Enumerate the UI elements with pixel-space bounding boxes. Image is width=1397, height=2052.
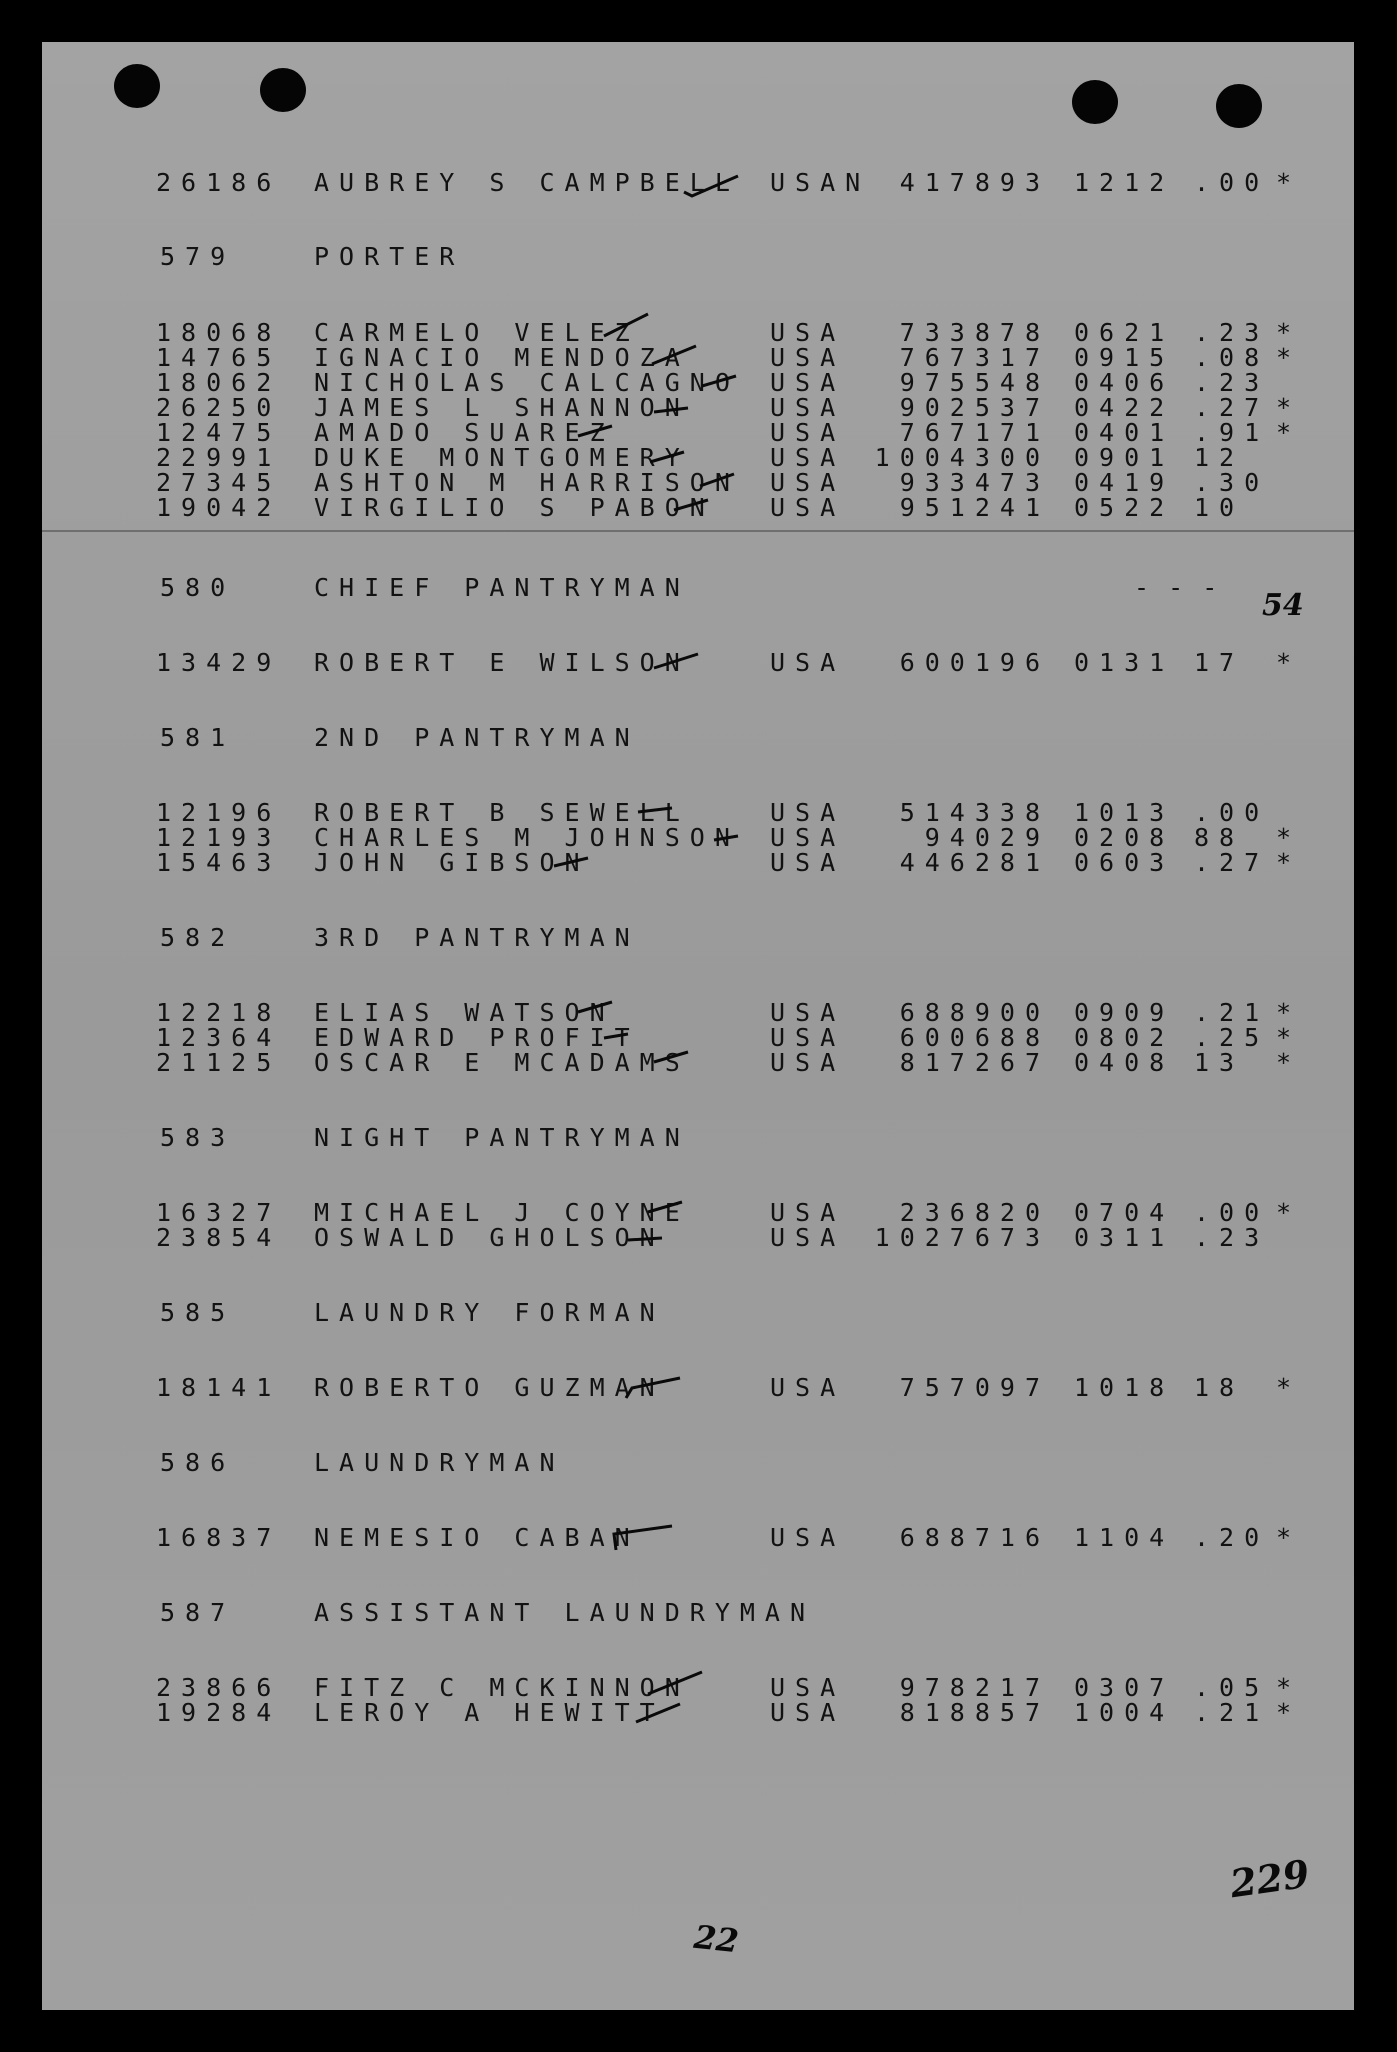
record-nationality: USA: [770, 1198, 846, 1227]
record-row: [42, 1050, 1354, 1076]
check-mark-icon: [576, 996, 616, 1020]
record-date: 0419: [1074, 468, 1175, 497]
record-date: 0901: [1074, 443, 1175, 472]
record-name: EDWARD PROFIT: [314, 1023, 640, 1052]
record-number: 600196: [899, 648, 1050, 677]
record-code: 23866: [156, 1673, 282, 1702]
record-name: ELIAS WATSON: [314, 998, 615, 1027]
check-mark-icon: [608, 1520, 678, 1554]
record-nationality: USA: [770, 1673, 846, 1702]
check-mark-icon: [636, 798, 676, 822]
record-name: IGNACIO MENDOZA: [314, 343, 690, 372]
record-name: ASHTON M HARRISON: [314, 468, 740, 497]
record-rate: .30: [1194, 468, 1270, 497]
record-rate: .23: [1194, 368, 1270, 397]
record-code: 19284: [156, 1698, 282, 1727]
record-number: 902537: [899, 393, 1050, 422]
record-mark: *: [1276, 848, 1302, 877]
record-nationality: USA: [770, 368, 846, 397]
record-nationality: USA: [770, 1523, 846, 1552]
record-mark: *: [1276, 1698, 1302, 1727]
record-number: 514338: [899, 798, 1050, 827]
check-mark-icon: [646, 1668, 706, 1698]
check-mark-icon: [552, 850, 592, 874]
record-name: ROBERTO GUZMAN: [314, 1373, 665, 1402]
record-number: 94029: [924, 823, 1050, 852]
check-mark-icon: [602, 310, 652, 340]
record-code: 18068: [156, 318, 282, 347]
record-number: 688900: [899, 998, 1050, 1027]
record-code: 27345: [156, 468, 282, 497]
record-date: 0522: [1074, 493, 1175, 522]
section-code: 580: [160, 573, 236, 602]
record-row: [42, 1375, 1354, 1401]
record-number: 817267: [899, 1048, 1050, 1077]
record-name: AMADO SUAREZ: [314, 418, 615, 447]
record-mark: *: [1276, 1373, 1302, 1402]
record-mark: *: [1276, 418, 1302, 447]
check-mark-icon: [700, 370, 740, 394]
record-number: 1004300: [874, 443, 1050, 472]
record-rate: .00: [1194, 1198, 1270, 1227]
record-nationality: USA: [770, 798, 846, 827]
record-name: OSCAR E MCADAMS: [314, 1048, 690, 1077]
section-heading: [42, 1300, 1354, 1326]
record-nationality: USA: [770, 1023, 846, 1052]
record-nationality: USA: [770, 393, 846, 422]
record-date: 0603: [1074, 848, 1175, 877]
check-mark-icon: [672, 494, 712, 518]
section-title: LAUNDRY FORMAN: [314, 1298, 665, 1327]
section-title: 3RD PANTRYMAN: [314, 923, 640, 952]
section-heading: [42, 244, 1354, 270]
record-date: 1018: [1074, 1373, 1175, 1402]
scan-line: [42, 530, 1354, 532]
check-mark-icon: [646, 1196, 686, 1220]
dot-leader: - - -: [1134, 573, 1220, 602]
record-code: 12193: [156, 823, 282, 852]
record-date: 1013: [1074, 798, 1175, 827]
section-heading: [42, 1125, 1354, 1151]
punch-hole-left-2: [260, 68, 306, 112]
record-rate: .27: [1194, 848, 1270, 877]
section-title: LAUNDRYMAN: [314, 1448, 565, 1477]
check-mark-icon: [602, 1024, 632, 1048]
record-code: 26186: [156, 168, 282, 197]
check-mark-icon: [576, 420, 616, 444]
record-name: CHARLES M JOHNSON: [314, 823, 740, 852]
record-date: 1104: [1074, 1523, 1175, 1552]
record-date: 0208: [1074, 823, 1175, 852]
record-code: 15463: [156, 848, 282, 877]
record-code: 18141: [156, 1373, 282, 1402]
record-date: 0802: [1074, 1023, 1175, 1052]
record-date: 0311: [1074, 1223, 1175, 1252]
record-mark: *: [1276, 168, 1302, 197]
record-rate: .20: [1194, 1523, 1270, 1552]
record-date: 0704: [1074, 1198, 1175, 1227]
record-nationality: USA: [770, 468, 846, 497]
record-rate: .25: [1194, 1023, 1270, 1052]
record-nationality: USAN: [770, 168, 871, 197]
record-rate: .00: [1194, 798, 1270, 827]
record-row: [42, 1700, 1354, 1726]
record-code: 12364: [156, 1023, 282, 1052]
section-code: 583: [160, 1123, 236, 1152]
record-date: 0401: [1074, 418, 1175, 447]
record-date: 0621: [1074, 318, 1175, 347]
record-code: 12218: [156, 998, 282, 1027]
section-heading: [42, 1450, 1354, 1476]
section-title: ASSISTANT LAUNDRYMAN: [314, 1598, 816, 1627]
record-name: JOHN GIBSON: [314, 848, 590, 877]
record-date: 0307: [1074, 1673, 1175, 1702]
record-rate: .00: [1194, 168, 1270, 197]
record-row: [42, 850, 1354, 876]
record-code: 13429: [156, 648, 282, 677]
handwritten-page-number: 229: [1227, 1850, 1313, 1907]
record-name: MICHAEL J COYNE: [314, 1198, 690, 1227]
record-rate: 18: [1194, 1373, 1245, 1402]
record-rate: .21: [1194, 1698, 1270, 1727]
record-name: VIRGILIO S PABON: [314, 493, 715, 522]
record-mark: *: [1276, 393, 1302, 422]
section-heading: [42, 925, 1354, 951]
record-name: LEROY A HEWITT: [314, 1698, 665, 1727]
section-code: 586: [160, 1448, 236, 1477]
section-title: 2ND PANTRYMAN: [314, 723, 640, 752]
record-mark: *: [1276, 648, 1302, 677]
record-date: 0422: [1074, 393, 1175, 422]
record-nationality: USA: [770, 343, 846, 372]
check-mark-icon: [626, 1226, 666, 1250]
check-mark-icon: [650, 340, 700, 370]
record-number: 767171: [899, 418, 1050, 447]
record-name: NICHOLAS CALCAGNO: [314, 368, 740, 397]
section-heading: [42, 725, 1354, 751]
record-mark: *: [1276, 1198, 1302, 1227]
record-code: 18062: [156, 368, 282, 397]
record-name: FITZ C MCKINNON: [314, 1673, 690, 1702]
record-rate: 12: [1194, 443, 1245, 472]
record-rate: .27: [1194, 393, 1270, 422]
section-heading: [42, 1600, 1354, 1626]
record-date: 1212: [1074, 168, 1175, 197]
record-name: ROBERT B SEWELL: [314, 798, 690, 827]
record-number: 236820: [899, 1198, 1050, 1227]
record-name: NEMESIO CABAN: [314, 1523, 640, 1552]
record-rate: .05: [1194, 1673, 1270, 1702]
handwritten-bottom-number: 22: [692, 1917, 741, 1961]
record-number: 757097: [899, 1373, 1050, 1402]
record-mark: *: [1276, 1023, 1302, 1052]
record-nationality: USA: [770, 1698, 846, 1727]
record-nationality: USA: [770, 648, 846, 677]
record-date: 0131: [1074, 648, 1175, 677]
record-nationality: USA: [770, 848, 846, 877]
record-rate: .23: [1194, 1223, 1270, 1252]
record-nationality: USA: [770, 1373, 846, 1402]
record-number: 688716: [899, 1523, 1050, 1552]
record-code: 26250: [156, 393, 282, 422]
record-number: 600688: [899, 1023, 1050, 1052]
record-rate: .21: [1194, 998, 1270, 1027]
record-mark: *: [1276, 1048, 1302, 1077]
record-date: 1004: [1074, 1698, 1175, 1727]
record-rate: 88: [1194, 823, 1245, 852]
record-name: CARMELO VELEZ: [314, 318, 640, 347]
record-mark: *: [1276, 343, 1302, 372]
record-mark: *: [1276, 1523, 1302, 1552]
document-page: [42, 42, 1354, 2010]
section-title: NIGHT PANTRYMAN: [314, 1123, 690, 1152]
record-code: 16837: [156, 1523, 282, 1552]
handwritten-side-number: 54: [1262, 588, 1304, 623]
check-mark-icon: [698, 470, 738, 494]
section-heading: [42, 575, 1354, 601]
record-rate: .91: [1194, 418, 1270, 447]
record-nationality: USA: [770, 493, 846, 522]
record-name: OSWALD GHOLSON: [314, 1223, 665, 1252]
record-date: 0915: [1074, 343, 1175, 372]
record-number: 933473: [899, 468, 1050, 497]
record-number: 733878: [899, 318, 1050, 347]
record-date: 0408: [1074, 1048, 1175, 1077]
check-mark-icon: [624, 1372, 684, 1402]
record-rate: 17: [1194, 648, 1245, 677]
record-rate: .23: [1194, 318, 1270, 347]
check-mark-icon: [634, 1698, 684, 1726]
record-nationality: USA: [770, 418, 846, 447]
punch-hole-right-2: [1216, 84, 1262, 128]
record-name: AUBREY S CAMPBELL: [314, 168, 740, 197]
record-code: 14765: [156, 343, 282, 372]
record-rate: 10: [1194, 493, 1245, 522]
record-code: 21125: [156, 1048, 282, 1077]
record-mark: *: [1276, 823, 1302, 852]
record-date: 0406: [1074, 368, 1175, 397]
section-title: PORTER: [314, 242, 465, 271]
record-code: 19042: [156, 493, 282, 522]
record-mark: *: [1276, 1673, 1302, 1702]
check-mark-icon: [652, 650, 702, 674]
record-code: 12475: [156, 418, 282, 447]
record-row: [42, 1525, 1354, 1551]
punch-hole-left-1: [114, 64, 160, 108]
check-mark-icon: [652, 1046, 692, 1070]
record-nationality: USA: [770, 443, 846, 472]
record-name: ROBERT E WILSON: [314, 648, 690, 677]
record-number: 1027673: [874, 1223, 1050, 1252]
section-code: 581: [160, 723, 236, 752]
check-mark-icon: [682, 170, 742, 200]
check-mark-icon: [712, 826, 742, 850]
record-number: 978217: [899, 1673, 1050, 1702]
record-code: 16327: [156, 1198, 282, 1227]
record-code: 22991: [156, 443, 282, 472]
record-number: 951241: [899, 493, 1050, 522]
record-rate: .08: [1194, 343, 1270, 372]
record-number: 975548: [899, 368, 1050, 397]
record-nationality: USA: [770, 1048, 846, 1077]
record-number: 818857: [899, 1698, 1050, 1727]
record-nationality: USA: [770, 1223, 846, 1252]
record-date: 0909: [1074, 998, 1175, 1027]
record-code: 23854: [156, 1223, 282, 1252]
record-name: JAMES L SHANNON: [314, 393, 690, 422]
check-mark-icon: [648, 446, 688, 470]
section-code: 587: [160, 1598, 236, 1627]
record-row: [42, 1225, 1354, 1251]
record-nationality: USA: [770, 318, 846, 347]
section-code: 585: [160, 1298, 236, 1327]
record-nationality: USA: [770, 998, 846, 1027]
section-code: 582: [160, 923, 236, 952]
punch-hole-right-1: [1072, 80, 1118, 124]
record-name: DUKE MONTGOMERY: [314, 443, 690, 472]
section-title: CHIEF PANTRYMAN: [314, 573, 690, 602]
record-rate: 13: [1194, 1048, 1245, 1077]
check-mark-icon: [652, 398, 692, 422]
record-number: 446281: [899, 848, 1050, 877]
record-mark: *: [1276, 318, 1302, 347]
record-code: 12196: [156, 798, 282, 827]
record-mark: *: [1276, 998, 1302, 1027]
record-number: 417893: [899, 168, 1050, 197]
record-nationality: USA: [770, 823, 846, 852]
section-code: 579: [160, 242, 236, 271]
record-number: 767317: [899, 343, 1050, 372]
